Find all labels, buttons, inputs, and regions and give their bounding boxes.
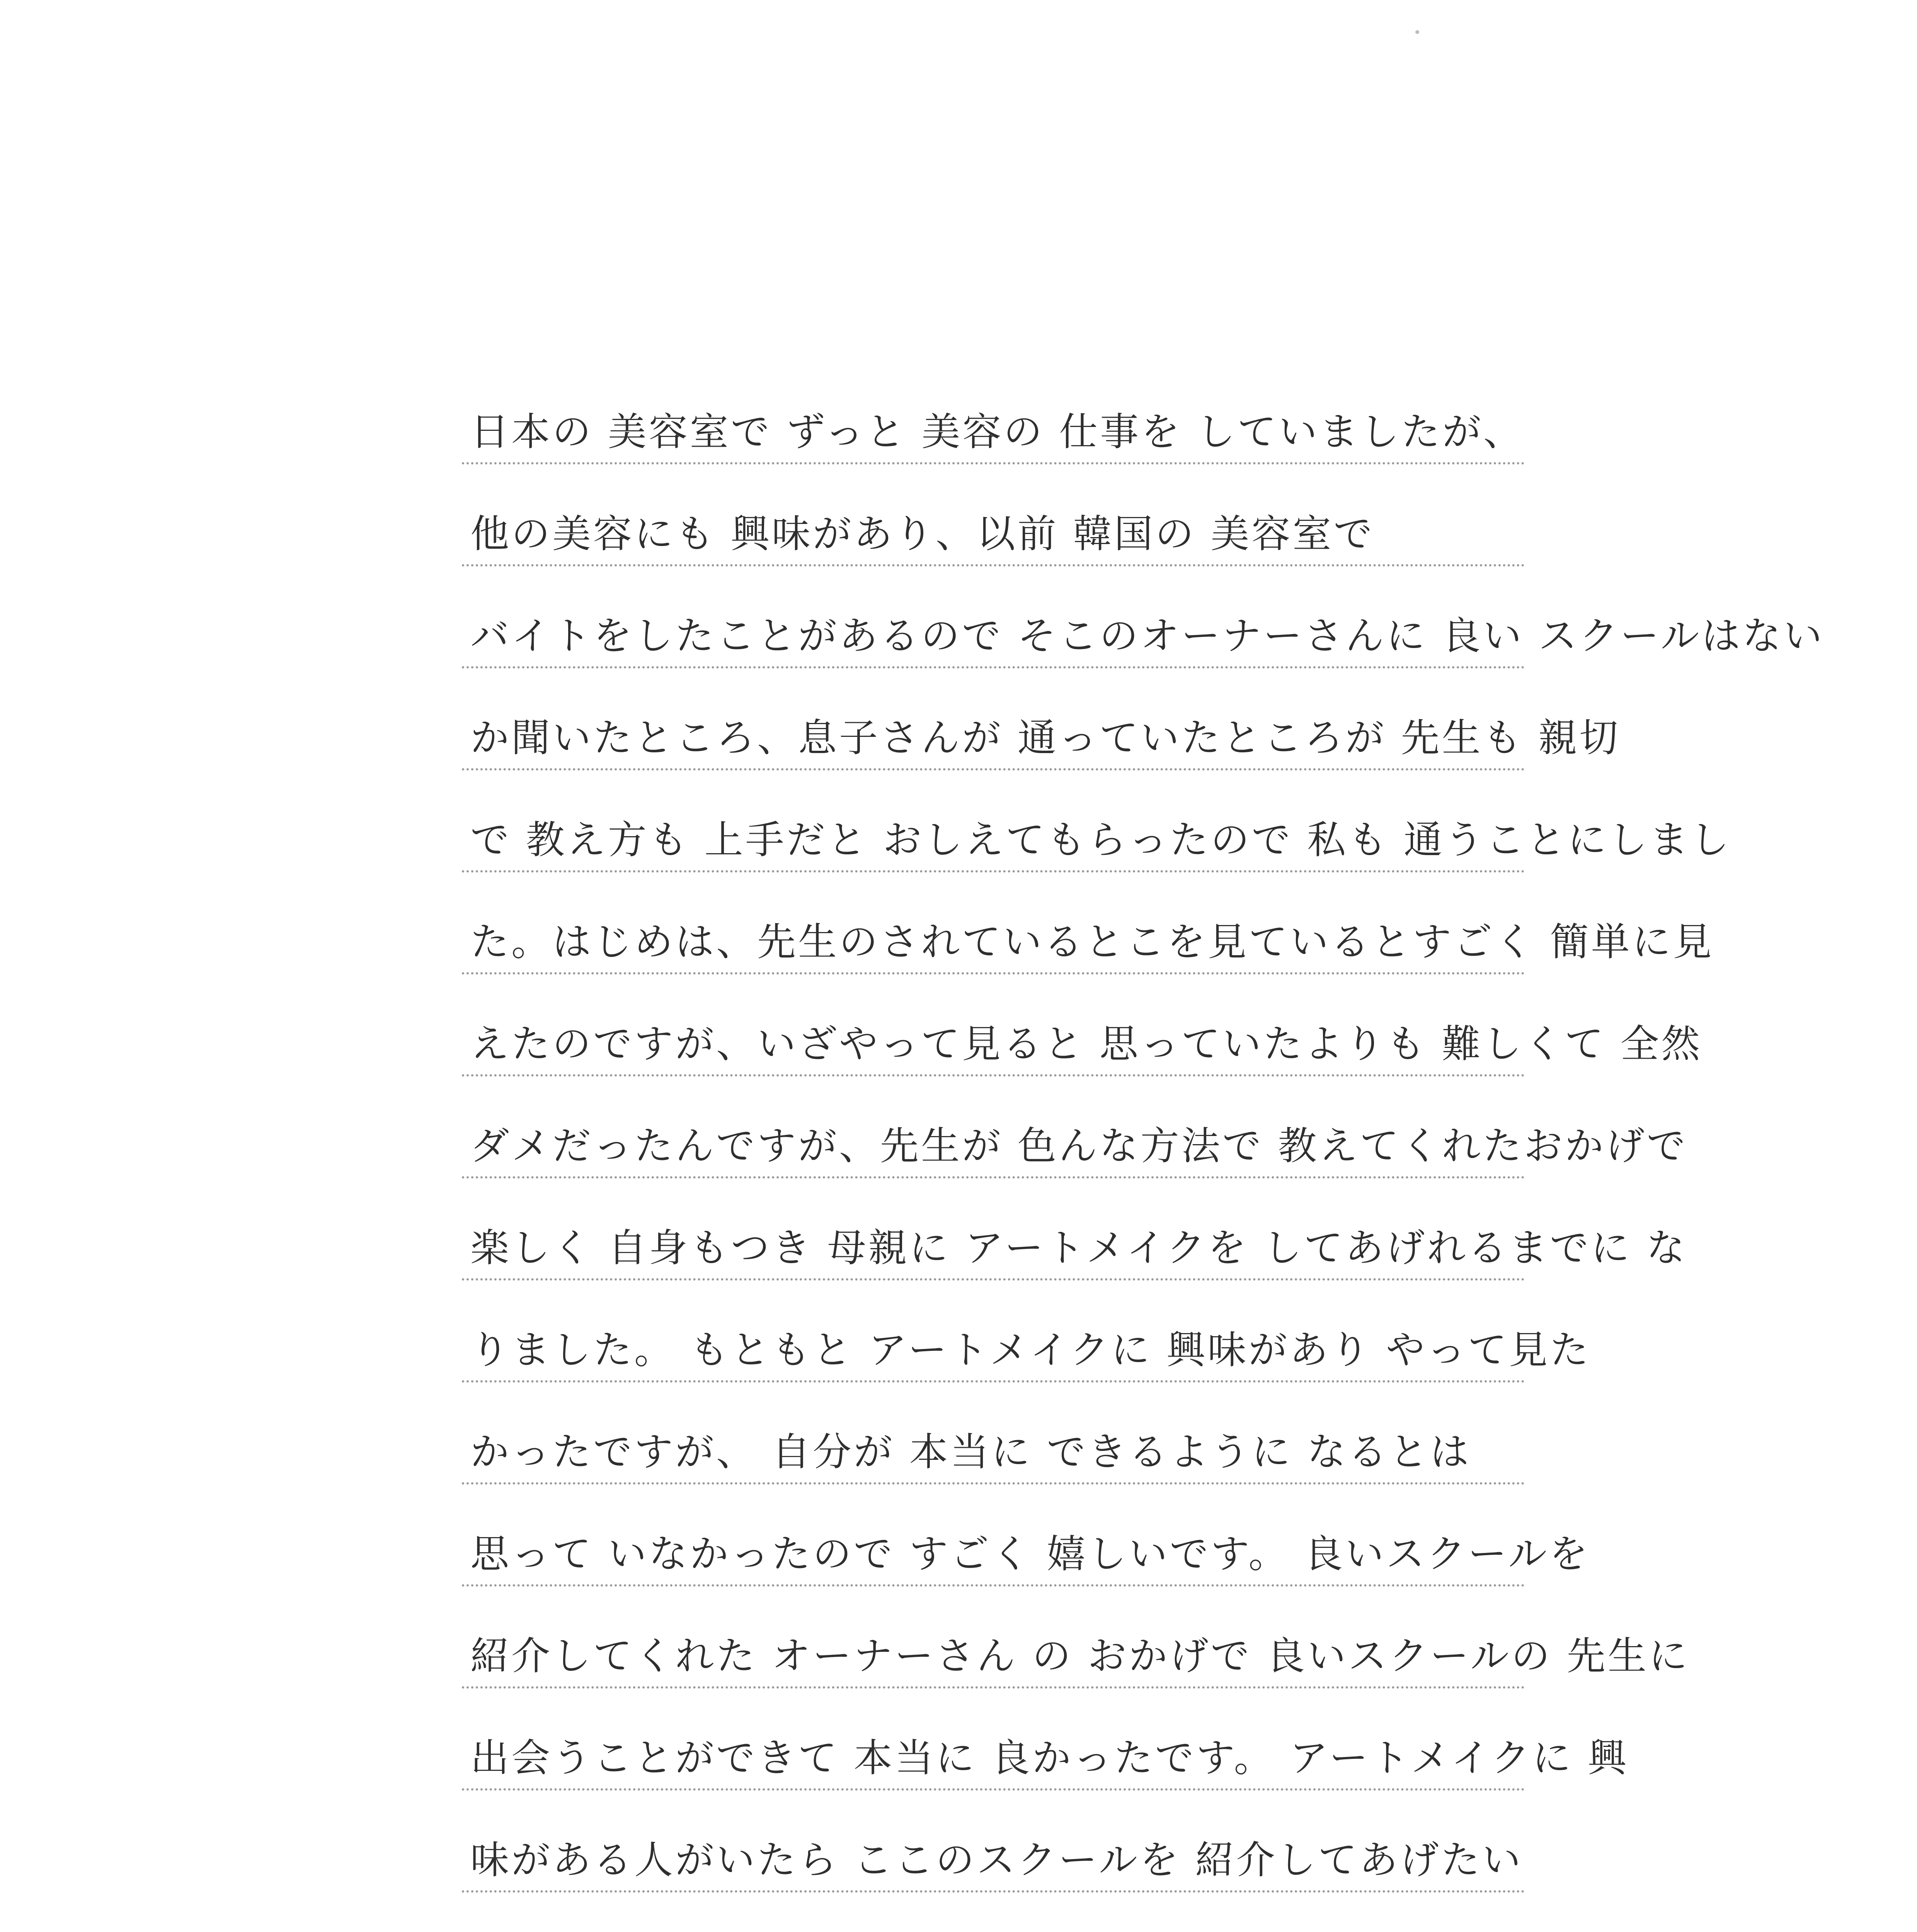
letter-line: 味がある人がいたら ここのスクールを 紹介してあげたい xyxy=(470,1837,1523,1883)
letter-line: バイトをしたことがあるので そこのオーナーさんに 良い スクールはない xyxy=(470,613,1825,658)
ruled-line xyxy=(462,1485,1590,1587)
letter-line: た。はじめは、先生のされているとこを見ているとすごく 簡単に見 xyxy=(470,919,1714,964)
ruled-line xyxy=(462,1689,1629,1791)
ruled-line xyxy=(462,566,1825,668)
handwritten-letter xyxy=(462,362,1825,1932)
ruled-line xyxy=(462,1077,1688,1179)
letter-line: 他の美容にも 興味があり、以前 韓国の 美容室で xyxy=(470,511,1375,556)
ruled-line xyxy=(462,1383,1525,1485)
ruled-line xyxy=(462,464,1525,566)
ruled-line xyxy=(462,362,1525,464)
ruled-line xyxy=(462,1893,1525,1932)
ruled-line xyxy=(462,1791,1525,1893)
letter-line: ダメだったんですが、先生が 色んな方法で 教えてくれたおかげで xyxy=(470,1123,1688,1168)
letter-line: 楽しく 自身もつき 母親に アートメイクを してあげれるまでに な xyxy=(470,1225,1687,1270)
letter-line: 日本の 美容室で ずっと 美容の 仕事を していましたが、 xyxy=(470,409,1524,454)
ruled-line xyxy=(462,668,1621,770)
letter-line: りました。 もともと アートメイクに 興味があり やって見た xyxy=(470,1327,1591,1372)
ruled-line xyxy=(462,770,1731,872)
ruled-line xyxy=(462,872,1714,975)
letter-line: 思って いなかったので すごく 嬉しいです。 良いスクールを xyxy=(470,1531,1590,1577)
ruled-line xyxy=(462,975,1702,1077)
paper-speck xyxy=(1415,30,1419,34)
letter-line: かったですが、 自分が 本当に できるように なるとは xyxy=(470,1429,1471,1475)
letter-line: で 教え方も 上手だと おしえてもらったので 私も 通うことにしまし xyxy=(470,817,1731,862)
ruled-line xyxy=(462,1179,1687,1281)
letter-line: 出会うことができて 本当に 良かったです。 アートメイクに 興 xyxy=(470,1735,1629,1781)
letter-line: 紹介してくれた オーナーさん の おかげで 良いスクールの 先生に xyxy=(470,1633,1690,1679)
letter-line: えたのですが、いざやって見ると 思っていたよりも 難しくて 全然 xyxy=(470,1021,1702,1066)
ruled-line xyxy=(462,1587,1690,1689)
letter-line: か聞いたところ、息子さんが 通っていたところが 先生も 親切 xyxy=(470,715,1621,760)
ruled-line xyxy=(462,1281,1591,1383)
